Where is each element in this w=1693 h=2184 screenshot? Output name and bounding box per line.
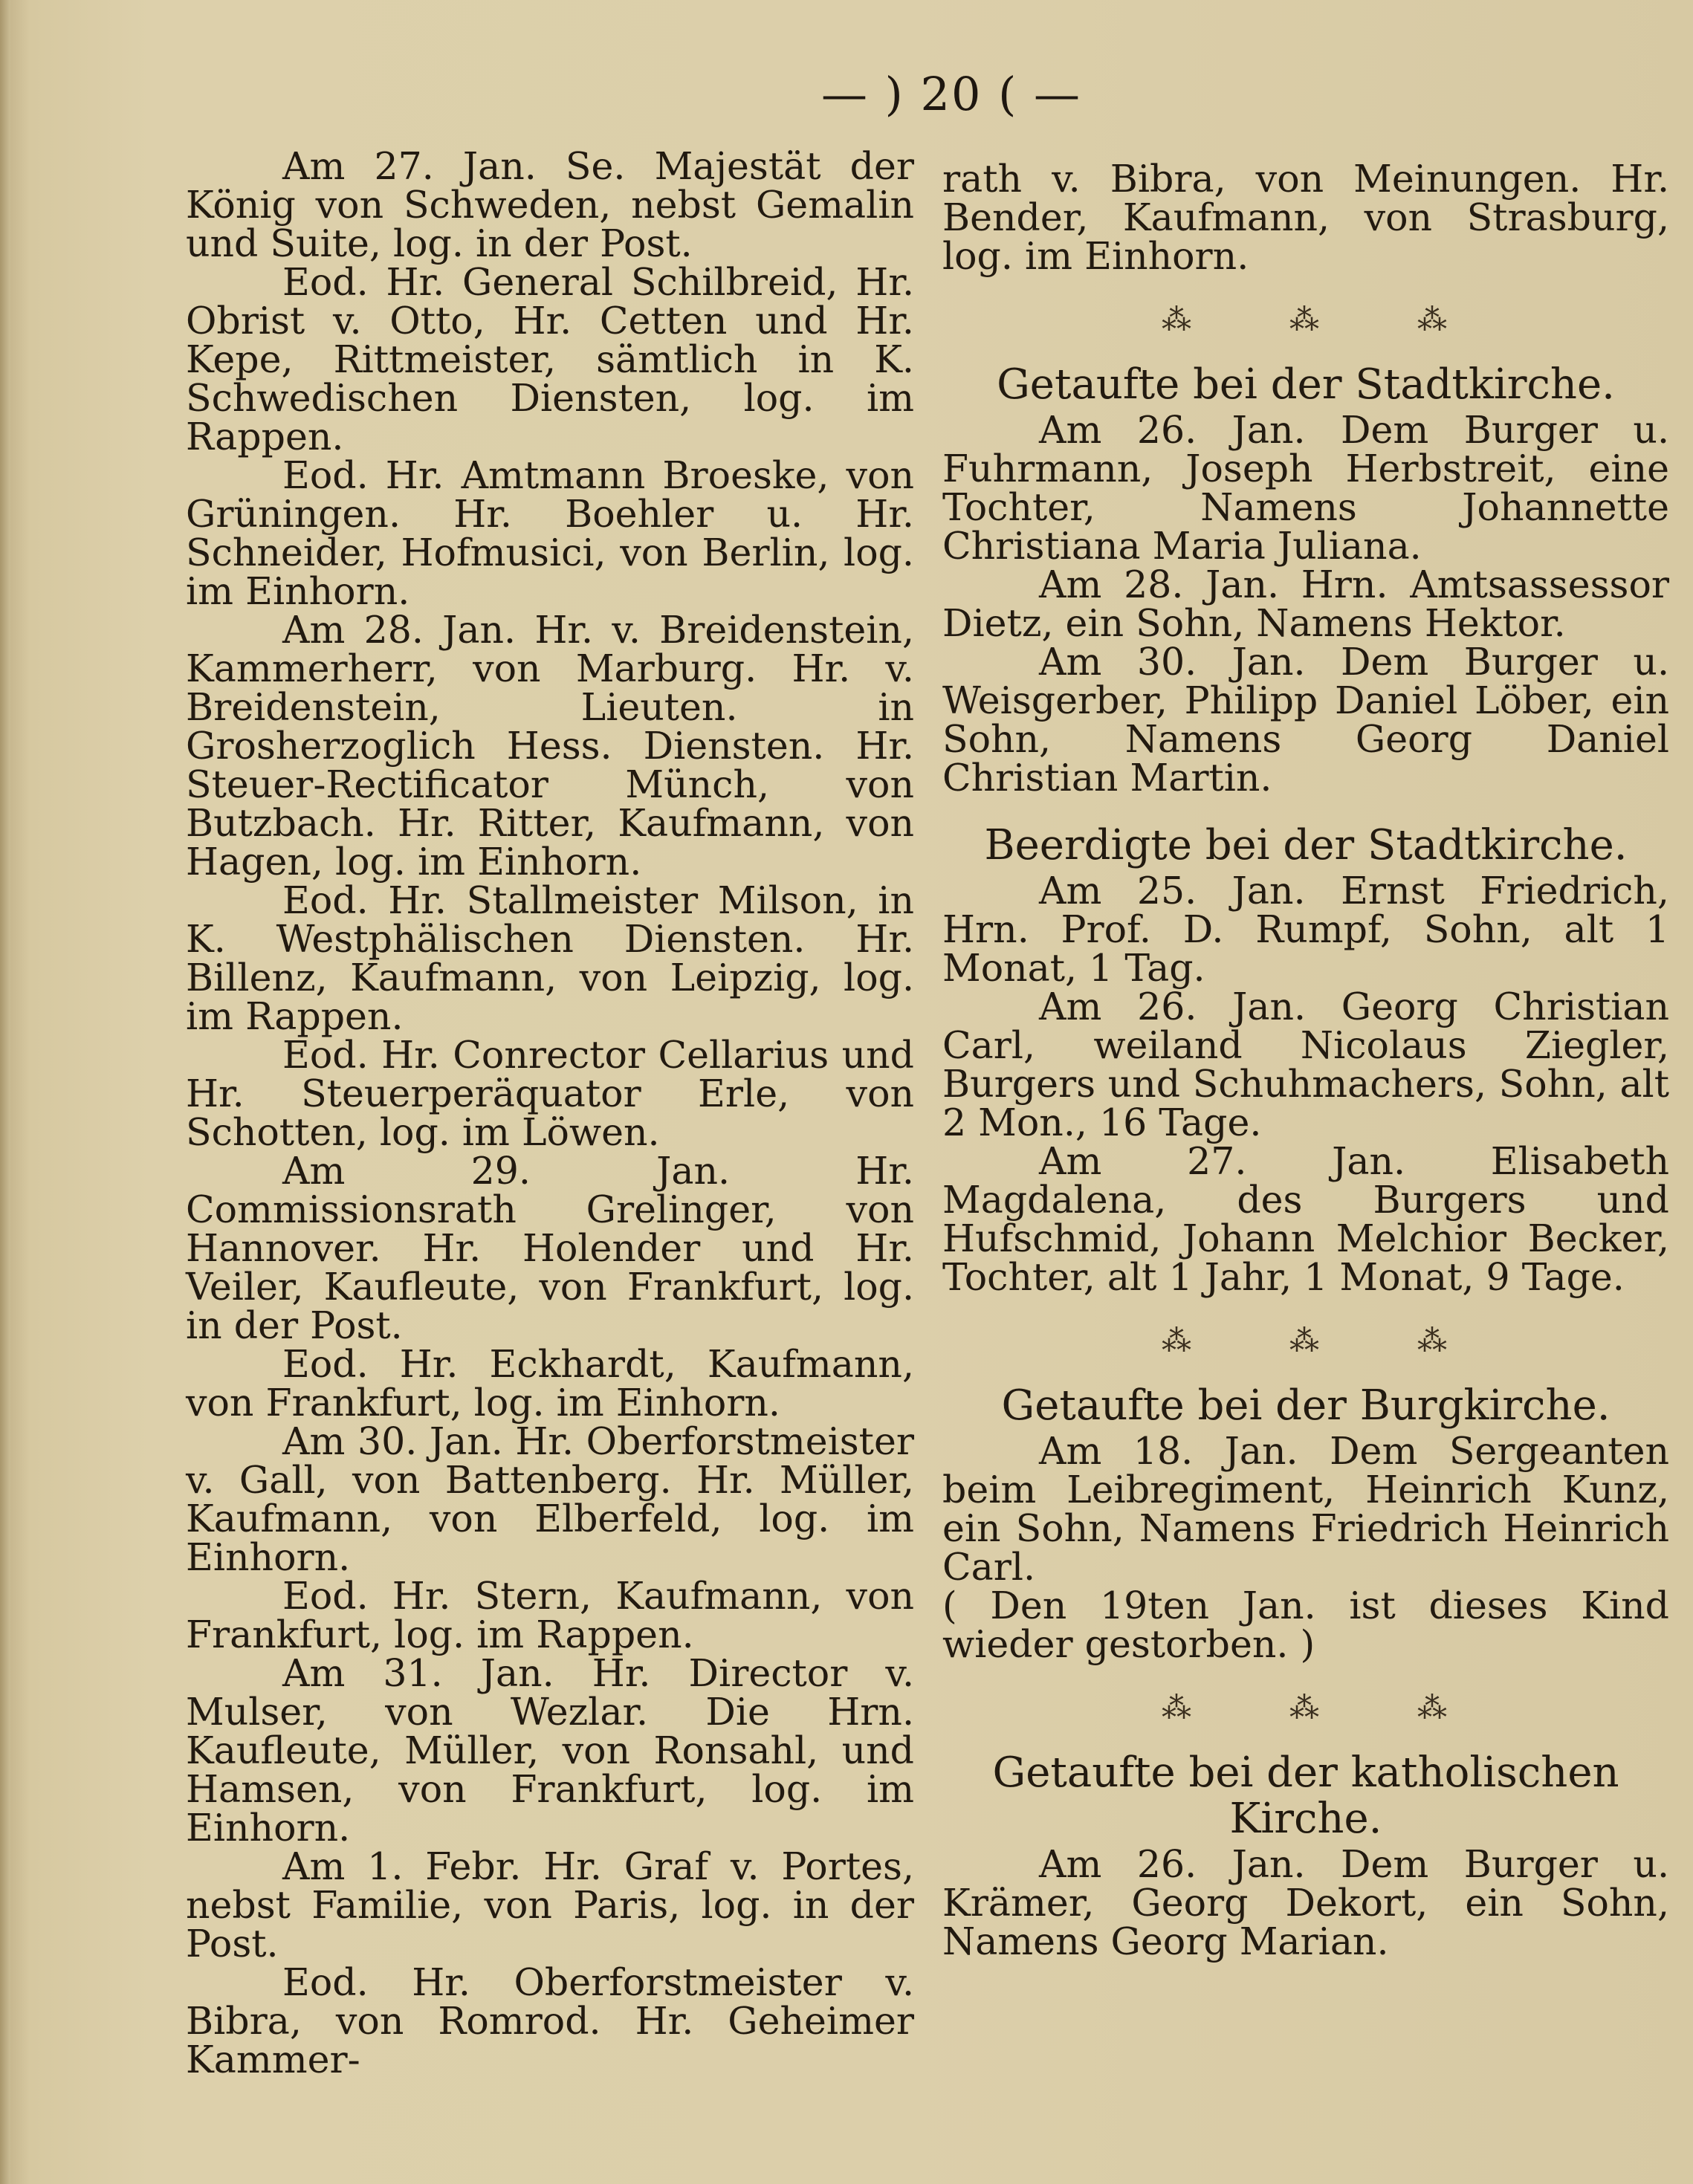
asterism-icon: ⁂ — [1162, 1691, 1194, 1726]
continuation-entry: rath v. Bibra, von Meinungen. Hr. Bender, Kaufmann, von Strasburg, log. im Einhorn. — [942, 157, 1669, 278]
arrival-entry: Am 31. Jan. Hr. Director v. Mulser, von Wezlar. Die Hrn. Kaufleute, Müller, von Ronsahl, und Hamsen, von Frankfurt, log. im Einhorn. — [186, 1651, 914, 1850]
burial-entry: Am 27. Jan. Elisabeth Magdalena, des Burgers und Hufschmid, Johann Melchior Becker, Tochter, alt 1 Jahr, 1 Monat, 9 Tage. — [942, 1139, 1669, 1299]
section-heading-catholic-baptisms: Getaufte bei der katholischen Kirche. — [992, 1749, 1619, 1843]
arrival-entry: Am 28. Jan. Hr. v. Breidenstein, Kammerherr, von Marburg. Hr. v. Breidenstein, Lieuten. in Grosherzoglich Hess. Diensten. Hr. Steuer-Rectificator Münch, von Butzbach. Hr. Ritter, Kaufmann, von Hagen, log. im Einhorn. — [186, 608, 914, 884]
asterism-icon: ⁂ — [1417, 303, 1450, 337]
right-column — [942, 157, 1669, 1963]
baptism-note: ( Den 19ten Jan. ist dieses Kind wieder gestorben. ) — [942, 1584, 1669, 1666]
arrival-entry: Eod. Hr. General Schilbreid, Hr. Obrist v. Otto, Hr. Cetten und Hr. Kepe, Rittmeister, sämtlich in K. Schwedischen Diensten, log. im Rappen. — [186, 260, 914, 458]
burial-entry: Am 25. Jan. Ernst Friedrich, Hrn. Prof. D. Rumpf, Sohn, alt 1 Monat, 1 Tag. — [942, 869, 1669, 990]
section-heading-stadtkirche-baptisms: Getaufte bei der Stadtkirche. — [997, 360, 1615, 409]
asterism-icon: ⁂ — [1289, 1691, 1322, 1726]
section-heading-burgkirche-baptisms: Getaufte bei der Burgkirche. — [1001, 1381, 1611, 1430]
arrival-entry: Am 29. Jan. Hr. Commissionsrath Grelinger, von Hannover. Hr. Holender und Hr. Veiler, Kaufleute, von Frankfurt, log. in der Post. — [186, 1149, 914, 1347]
arrival-entry: Eod. Hr. Oberforstmeister v. Bibra, von Romrod. Hr. Geheimer Kammer- — [186, 1960, 914, 2081]
page-edge — [0, 0, 10, 2184]
arrival-entry: Eod. Hr. Stallmeister Milson, in K. Westphälischen Diensten. Hr. Billenz, Kaufmann, von Leipzig, log. im Rappen. — [186, 878, 914, 1038]
section-divider — [942, 1326, 1669, 1356]
arrival-entry: Am 1. Febr. Hr. Graf v. Portes, nebst Familie, von Paris, log. in der Post. — [186, 1844, 914, 1966]
asterism-icon: ⁂ — [1417, 1691, 1450, 1726]
burial-entry: Am 26. Jan. Georg Christian Carl, weiland Nicolaus Ziegler, Burgers und Schuhmachers, Sohn, alt 2 Mon., 16 Tage. — [942, 985, 1669, 1144]
arrival-entry: Eod. Hr. Eckhardt, Kaufmann, von Frankfurt, log. im Einhorn. — [186, 1342, 914, 1425]
arrival-entry: Eod. Hr. Stern, Kaufmann, von Frankfurt, log. im Rappen. — [186, 1574, 914, 1656]
asterism-icon: ⁂ — [1162, 1324, 1194, 1358]
arrival-entry: Am 27. Jan. Se. Majestät der König von Schweden, nebst Gemalin und Suite, log. in der Post. — [186, 144, 914, 265]
baptism-entry: Am 26. Jan. Dem Burger u. Fuhrmann, Joseph Herbstreit, eine Tochter, Namens Johannette Christiana Maria Juliana. — [942, 408, 1669, 568]
baptism-entry: Am 26. Jan. Dem Burger u. Krämer, Georg Dekort, ein Sohn, Namens Georg Marian. — [942, 1842, 1669, 1963]
arrival-entry: Eod. Hr. Amtmann Broeske, von Grüningen. Hr. Boehler u. Hr. Schneider, Hofmusici, von Berlin, log. im Einhorn. — [186, 453, 914, 613]
left-column — [186, 144, 914, 2081]
asterism-icon: ⁂ — [1289, 303, 1322, 337]
section-divider — [942, 1691, 1669, 1726]
baptism-entry: Am 30. Jan. Dem Burger u. Weisgerber, Philipp Daniel Löber, ein Sohn, Namens Georg Daniel Christian Martin. — [942, 640, 1669, 800]
section-divider — [942, 305, 1669, 335]
baptism-entry: Am 28. Jan. Hrn. Amtsassessor Dietz, ein Sohn, Namens Hektor. — [942, 563, 1669, 645]
arrival-entry: Am 30. Jan. Hr. Oberforstmeister v. Gall, von Battenberg. Hr. Müller, Kaufmann, von Elberfeld, log. im Einhorn. — [186, 1419, 914, 1579]
asterism-icon: ⁂ — [1162, 303, 1194, 337]
asterism-icon: ⁂ — [1417, 1324, 1450, 1358]
asterism-icon: ⁂ — [1289, 1324, 1322, 1358]
baptism-entry: Am 18. Jan. Dem Sergeanten beim Leibregiment, Heinrich Kunz, ein Sohn, Namens Friedrich Heinrich Carl. — [942, 1429, 1669, 1589]
page-number: — ) 20 ( — — [820, 67, 1082, 121]
section-heading-stadtkirche-burials: Beerdigte bei der Stadtkirche. — [984, 821, 1628, 869]
arrival-entry: Eod. Hr. Conrector Cellarius und Hr. Steuerperäquator Erle, von Schotten, log. im Löwen. — [186, 1033, 914, 1154]
